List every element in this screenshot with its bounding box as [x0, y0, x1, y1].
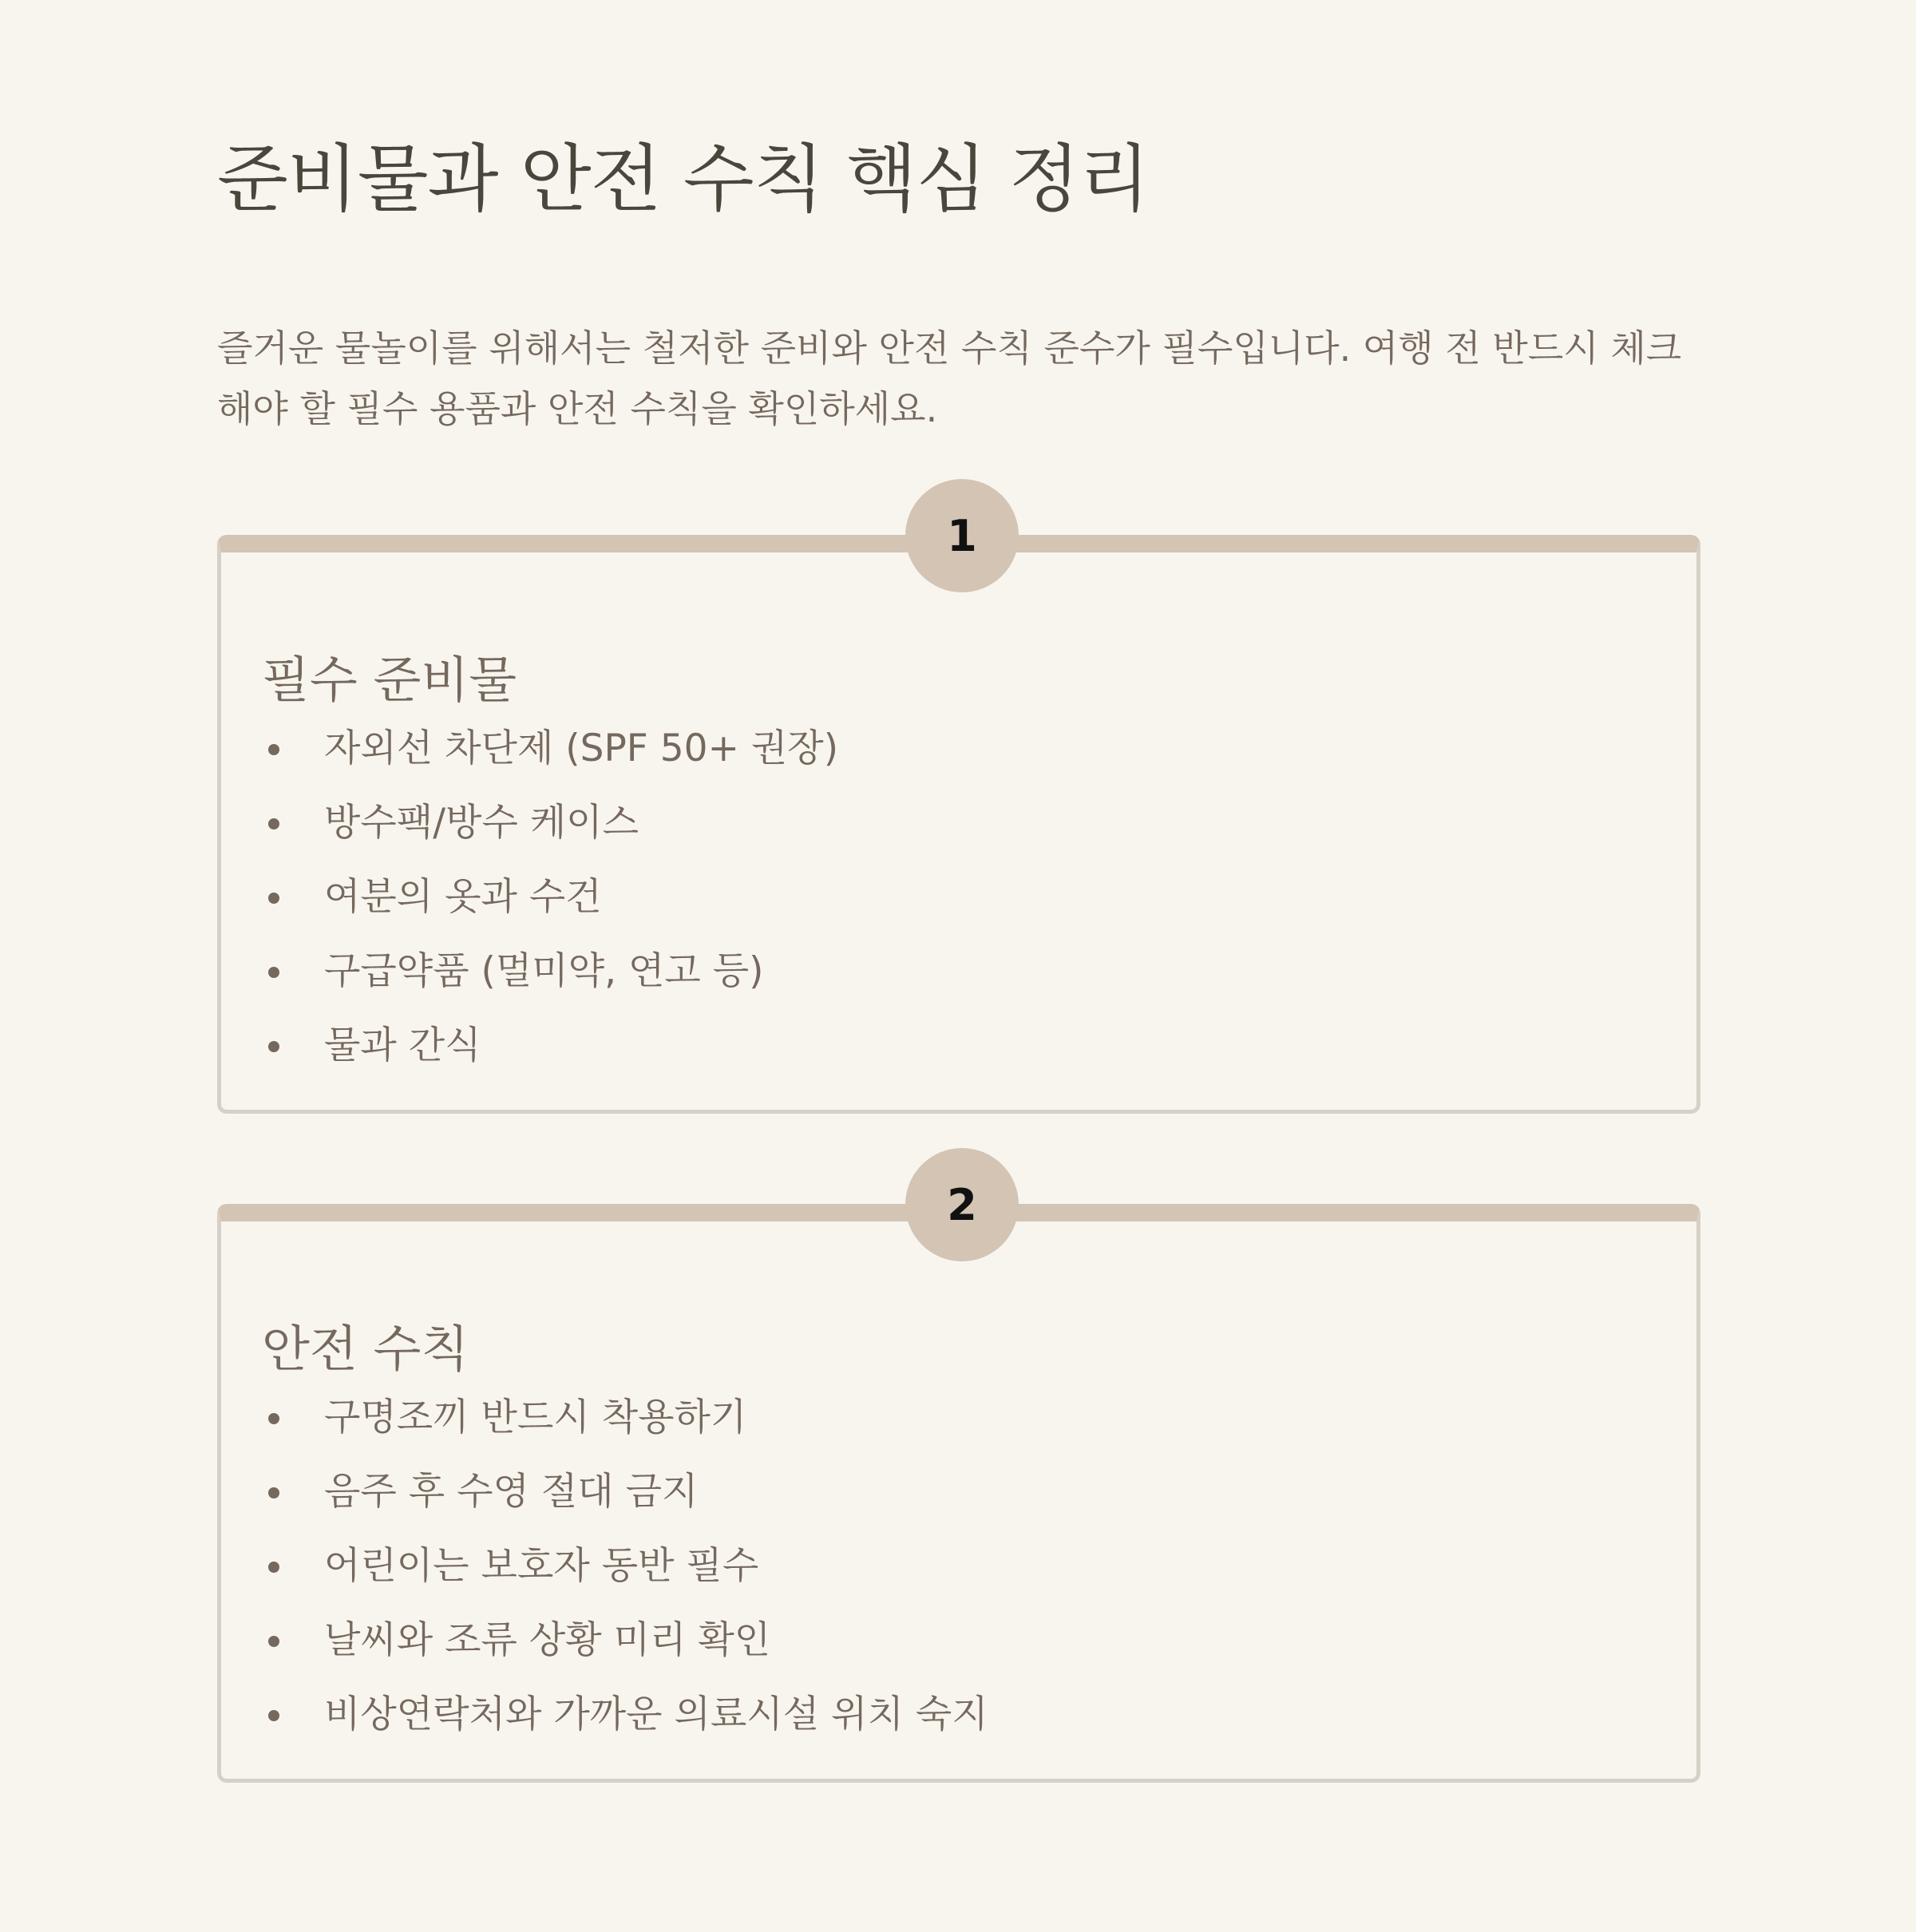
bullet-dot-icon [268, 1636, 279, 1647]
list-item [262, 726, 838, 801]
list-item-text: 음주 후 수영 절대 금지 [324, 1470, 699, 1514]
list-item-text: 날씨와 조류 상황 미리 확인 [324, 1618, 771, 1662]
section-number-badge: 2 [905, 1148, 1019, 1261]
list-item-text: 자외선 차단제 (SPF 50+ 권장) [324, 726, 839, 770]
section-card-safety [217, 1179, 1700, 1783]
list-item-text: 어린이는 보호자 동반 필수 [324, 1544, 759, 1588]
list-item [262, 949, 838, 1023]
bullet-dot-icon [268, 893, 279, 904]
bullet-dot-icon [268, 818, 279, 829]
section-title: 안전 수칙 [262, 1320, 469, 1378]
checklist [262, 1396, 988, 1767]
bullet-dot-icon [268, 1487, 279, 1498]
bullet-dot-icon [268, 1413, 279, 1424]
list-item [262, 1396, 988, 1470]
list-item-text: 여분의 옷과 수건 [324, 875, 602, 919]
list-item-text: 구급약품 (멀미약, 연고 등) [324, 949, 764, 993]
list-item [262, 801, 838, 875]
list-item [262, 875, 838, 949]
checklist [262, 726, 838, 1098]
list-item-text: 방수팩/방수 케이스 [324, 801, 639, 845]
bullet-dot-icon [268, 744, 279, 755]
list-item [262, 1023, 838, 1098]
list-item [262, 1692, 988, 1767]
bullet-dot-icon [268, 1562, 279, 1573]
list-item [262, 1544, 988, 1618]
list-item [262, 1618, 988, 1692]
list-item-text: 구명조끼 반드시 착용하기 [324, 1396, 747, 1439]
bullet-dot-icon [268, 967, 279, 978]
section-card-essentials [217, 510, 1700, 1114]
list-item [262, 1470, 988, 1544]
section-title: 필수 준비물 [262, 651, 517, 709]
page-title: 준비물과 안전 수칙 핵심 정리 [217, 137, 1150, 222]
list-item-text: 비상연락처와 가까운 의료시설 위치 숙지 [324, 1692, 988, 1736]
bullet-dot-icon [268, 1710, 279, 1721]
section-number-badge: 1 [905, 479, 1019, 592]
list-item-text: 물과 간식 [324, 1023, 481, 1067]
bullet-dot-icon [268, 1041, 279, 1052]
intro-paragraph: 즐거운 물놀이를 위해서는 철저한 준비와 안전 수칙 준수가 필수입니다. 여행 전 반드시 체크해야 할 필수 용품과 안전 수칙을 확인하세요. [217, 327, 1682, 430]
